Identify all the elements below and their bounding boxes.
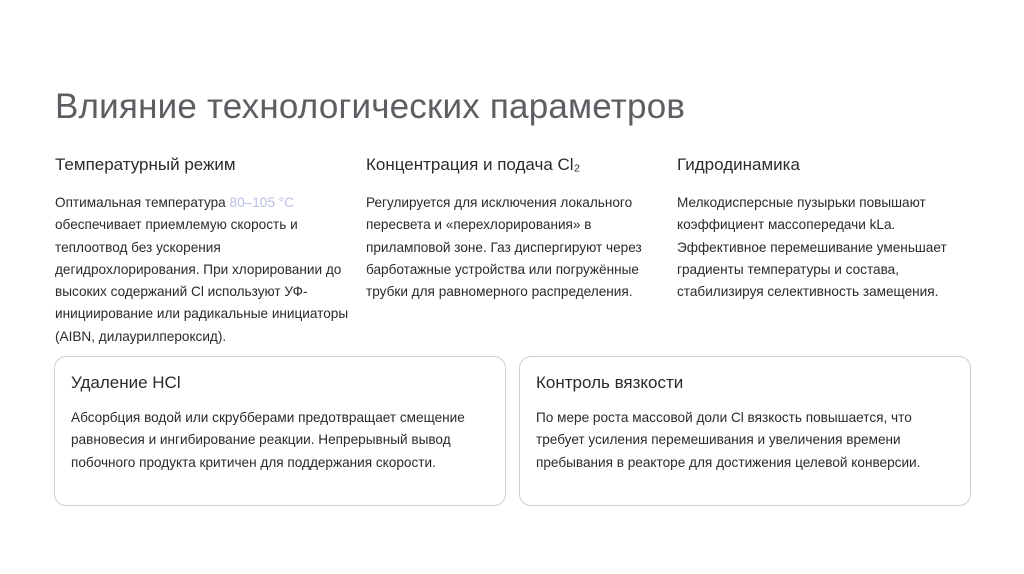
card-heading-viscosity-control: Контроль вязкости: [536, 373, 684, 392]
section-heading-temperature: Температурный режим: [55, 155, 236, 174]
card-heading-hcl-removal: Удаление HCl: [71, 373, 181, 392]
temperature-text-after: обеспечивает приемлемую скорость и теплоотвод без ускорения дегидрохлорирования. При хлорировании до высоких содержаний Cl используют УФ-инициирование или радикальные инициаторы (AIBN, дилаурилпероксид).: [55, 217, 349, 344]
section-text-hydrodynamics: Мелкодисперсные пузырьки повышают коэффициент массопередачи kLa. Эффективное перемешивание уменьшает градиенты температуры и состава, стабилизируя селективность замещения.: [677, 195, 947, 300]
section-temperature: [55, 152, 351, 348]
section-hydrodynamics: [677, 152, 973, 303]
page-title: Влияние технологических параметров: [55, 87, 686, 127]
section-heading-chlorine-feed: Концентрация и подача Cl₂: [366, 155, 581, 174]
card-viscosity-control: [519, 356, 971, 506]
card-text-hcl-removal: Абсорбция водой или скрубберами предотвращает смещение равновесия и ингибирование реакции. Непрерывный вывод побочного продукта критичен для поддержания скорости.: [71, 410, 465, 470]
section-heading-hydrodynamics: Гидродинамика: [677, 155, 800, 174]
card-hcl-removal: [54, 356, 506, 506]
temperature-text-before: Оптимальная температура: [55, 195, 230, 210]
temperature-range-highlight: 80–105 °C: [229, 195, 294, 210]
section-chlorine-feed: [366, 152, 662, 303]
card-text-viscosity-control: По мере роста массовой доли Cl вязкость повышается, что требует усиления перемешивания и увеличения времени пребывания в реакторе для достижения целевой конверсии.: [536, 410, 921, 470]
section-text-temperature: [55, 192, 351, 348]
section-text-chlorine-feed: Регулируется для исключения локального пересвета и «перехлорирования» в прилампoвой зоне. Газ диспергируют через барботажные устройства или погружённые трубки для равномерного распределения.: [366, 195, 642, 300]
